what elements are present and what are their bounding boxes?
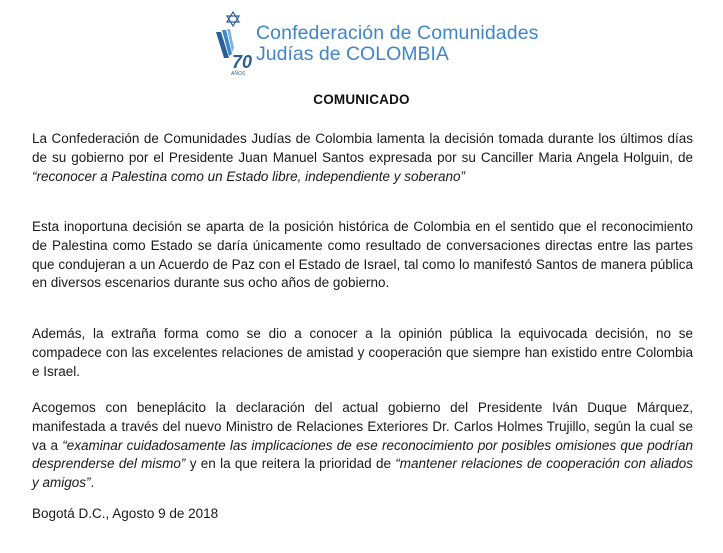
paragraph-1-text: La Confederación de Comunidades Judías de Colombia lamenta la decisión tomada durante los últimos días de su gobierno por el Presidente Juan Manuel Santos expresada por su Canciller Maria Angela Holguin, de <box>32 131 693 165</box>
organization-name-line2: Judías de COLOMBIA <box>256 42 449 65</box>
document-title: COMUNICADO <box>313 92 410 107</box>
paragraph-3 <box>32 325 693 381</box>
paragraph-1 <box>32 130 693 186</box>
paragraph-4-quote-b: “mantener relaciones de cooperación con aliados y amigos” <box>32 456 693 491</box>
paragraph-2-text: Esta inoportuna decisión se aparta de la posición histórica de Colombia en el sentido que el reconocimiento de Palestina como Estado se daría únicamente como resultado de conversaciones directas entre las partes que condujeran a un Acuerdo de Paz con el Estado de Israel, tal como lo manifestó Santos de manera pública en diversos escenarios durante sus ocho años de gobierno. <box>32 219 693 291</box>
paragraph-4-text-a: Acogemos con beneplácito la declaración del actual gobierno del Presidente Iván Duque Márquez, manifestada a través del nuevo Ministro de Relaciones Exteriores Dr. Carlos Holmes Trujillo, según la cual se va a <box>32 400 693 453</box>
svg-text:70: 70 <box>232 52 253 72</box>
organization-name <box>256 24 538 64</box>
paragraph-4-text-b: y en la que reitera la prioridad de <box>185 456 396 472</box>
organization-logo <box>210 10 540 82</box>
paragraph-2 <box>32 218 693 293</box>
paragraph-4 <box>32 399 693 493</box>
logo-years-label: AÑOS <box>231 71 246 77</box>
logo-emblem-icon <box>210 10 256 74</box>
document-date-signoff: Bogotá D.C., Agosto 9 de 2018 <box>32 506 219 521</box>
paragraph-4-text-c: . <box>90 475 95 491</box>
paragraph-3-text: Además, la extraña forma como se dio a conocer a la opinión pública la equivocada decisión, no se compadece con las excelentes relaciones de amistad y cooperación que siempre han existido entre Colombia e Israel. <box>32 326 693 379</box>
paragraph-4-quote-a: “examinar cuidadosamente las implicaciones de ese reconocimiento por posibles omisiones que podrían desprenderse del mismo” <box>32 437 693 472</box>
organization-name-line1: Confederación de Comunidades <box>256 22 539 44</box>
paragraph-1-quote: “reconocer a Palestina como un Estado libre, independiente y soberano” <box>32 168 466 184</box>
